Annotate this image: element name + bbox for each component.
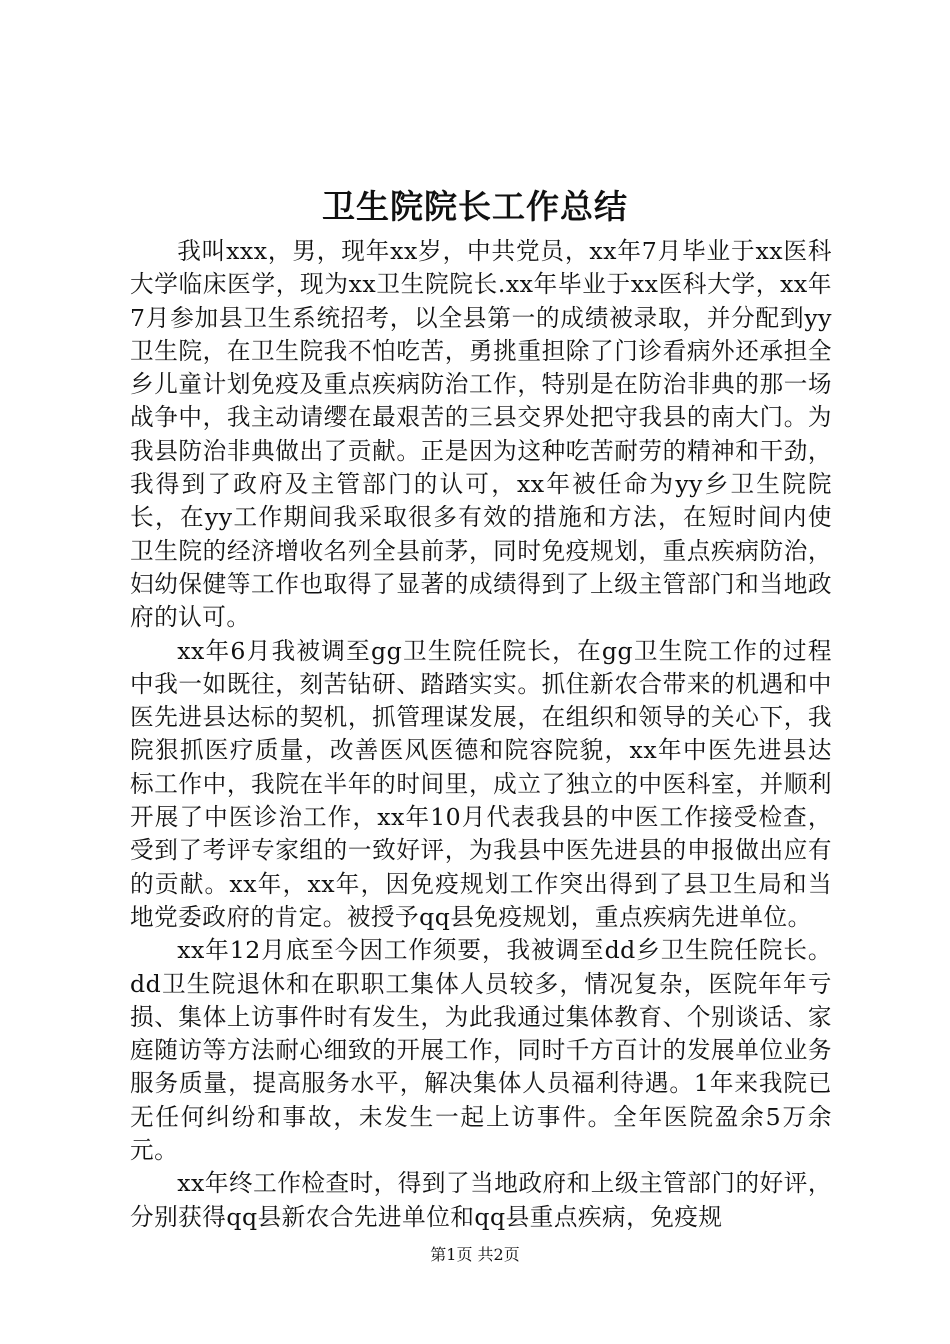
paragraph-4: xx年终工作检查时，得到了当地政府和上级主管部门的好评，分别获得qq县新农合先进单位和qq县重点疾病，免疫规 — [130, 1169, 832, 1231]
document-title: 卫生院院长工作总结 — [322, 187, 628, 226]
paragraph-3: xx年12月底至今因工作须要，我被调至dd乡卫生院任院长。dd卫生院退休和在职职工集体人员较多，情况复杂，医院年年亏损、集体上访事件时有发生，为此我通过集体教育、个别谈话、家庭随访等方法耐心细致的开展工作，同时千方百计的发展单位业务服务质量，提高服务水平，解决集体人员福利待遇。1年来我院已无任何纠纷和事故，未发生一起上访事件。全年医院盈余5万余元。 — [130, 936, 832, 1165]
page-footer: 第1页 共2页 — [430, 1245, 520, 1264]
paragraph-2: xx年6月我被调至gg卫生院任院长，在gg卫生院工作的过程中我一如既往，刻苦钻研、踏踏实实。抓住新农合带来的机遇和中医先进县达标的契机，抓管理谋发展，在组织和领导的关心下，我院狠抓医疗质量，改善医风医德和院容院貌，xx年中医先进县达标工作中，我院在半年的时间里，成立了独立的中医科室，并顺利开展了中医诊治工作，xx年10月代表我县的中医工作接受检查，受到了考评专家组的一致好评，为我县中医先进县的申报做出应有的贡献。xx年，xx年，因免疫规划工作突出得到了县卫生局和当地党委政府的肯定。被授予qq县免疫规划，重点疾病先进单位。 — [130, 636, 832, 931]
paragraph-1: 我叫xxx，男，现年xx岁，中共党员，xx年7月毕业于xx医科大学临床医学，现为xx卫生院院长.xx年毕业于xx医科大学，xx年7月参加县卫生系统招考，以全县第一的成绩被录取，并分配到yy卫生院，在卫生院我不怕吃苦，勇挑重担除了门诊看病外还承担全乡儿童计划免疫及重点疾病防治工作，特别是在防治非典的那一场战争中，我主动请缨在最艰苦的三县交界处把守我县的南大门。为我县防治非典做出了贡献。正是因为这种吃苦耐劳的精神和干劲，我得到了政府及主管部门的认可，xx年被任命为yy乡卫生院院长，在yy工作期间我采取很多有效的措施和方法，在短时间内使卫生院的经济增收名列全县前茅，同时免疫规划，重点疾病防治，妇幼保健等工作也取得了显著的成绩得到了上级主管部门和当地政府的认可。 — [130, 237, 832, 632]
document-body — [130, 235, 832, 1234]
